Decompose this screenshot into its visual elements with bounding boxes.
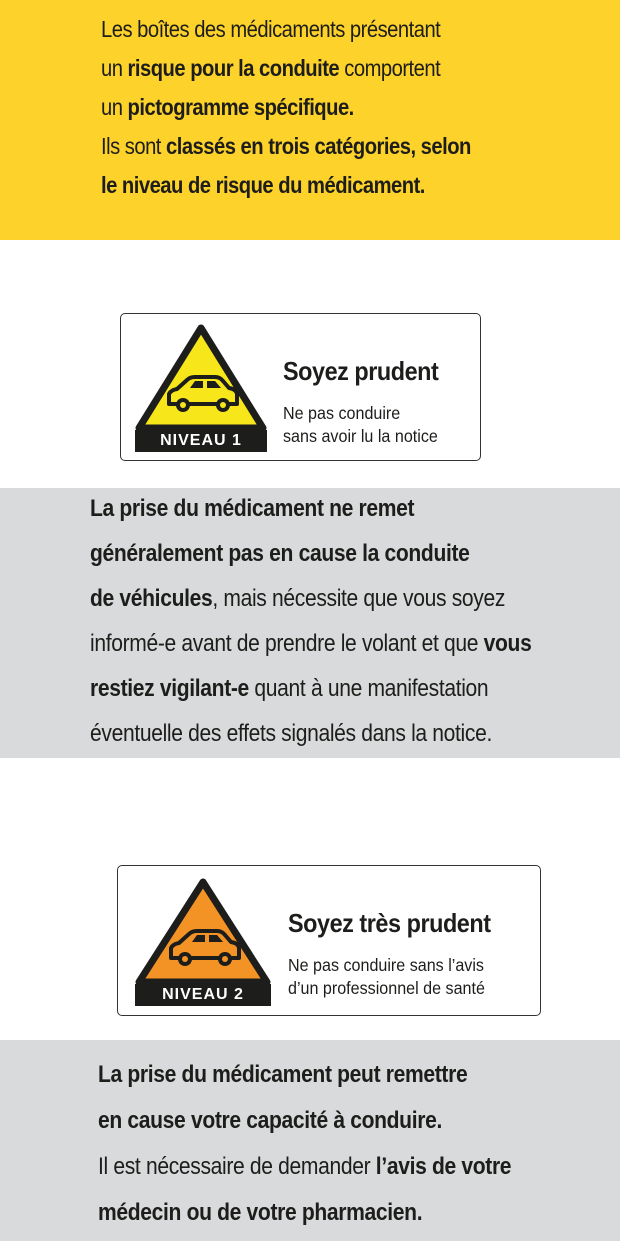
intro-line-2: un risque pour la conduite comportent <box>101 55 441 81</box>
level1-description: La prise du médicament ne remet généralement pas en cause la conduite de véhicules, mais nécessite que vous soyez informé-e avant de prendre le volant et que vous restiez vigilant-e quant à une manifestation éventuelle des effets signalés dans la notice. <box>90 495 532 747</box>
level2-pictogram <box>135 878 271 1006</box>
level2-subtitle: Ne pas conduire sans l’avis d’un professionnel de santé <box>288 955 485 998</box>
intro-line-5: le niveau de risque du médicament. <box>101 172 425 198</box>
level1-badge: NIVEAU 1 <box>135 430 267 452</box>
intro-text <box>101 10 471 205</box>
car-warning-icon <box>135 878 271 984</box>
level1-pictogram-card <box>120 313 481 461</box>
level2-pictogram-card <box>117 865 541 1016</box>
level1-subtitle: Ne pas conduire sans avoir lu la notice <box>283 403 438 446</box>
level2-description: La prise du médicament peut remettre en cause votre capacité à conduire. Il est nécessaire de demander l’avis de votre médecin ou de votre pharmacien. <box>98 1061 512 1226</box>
level2-title: Soyez très prudent <box>288 908 491 938</box>
intro-line-1: Les boîtes des médicaments présentant <box>101 16 441 42</box>
level2-badge: NIVEAU 2 <box>135 984 271 1006</box>
intro-line-3: un pictogramme spécifique. <box>101 94 354 120</box>
level1-title: Soyez prudent <box>283 356 439 386</box>
car-warning-icon <box>135 324 267 430</box>
level1-pictogram <box>135 324 267 452</box>
intro-line-4: Ils sont classés en trois catégories, selon <box>101 133 471 159</box>
